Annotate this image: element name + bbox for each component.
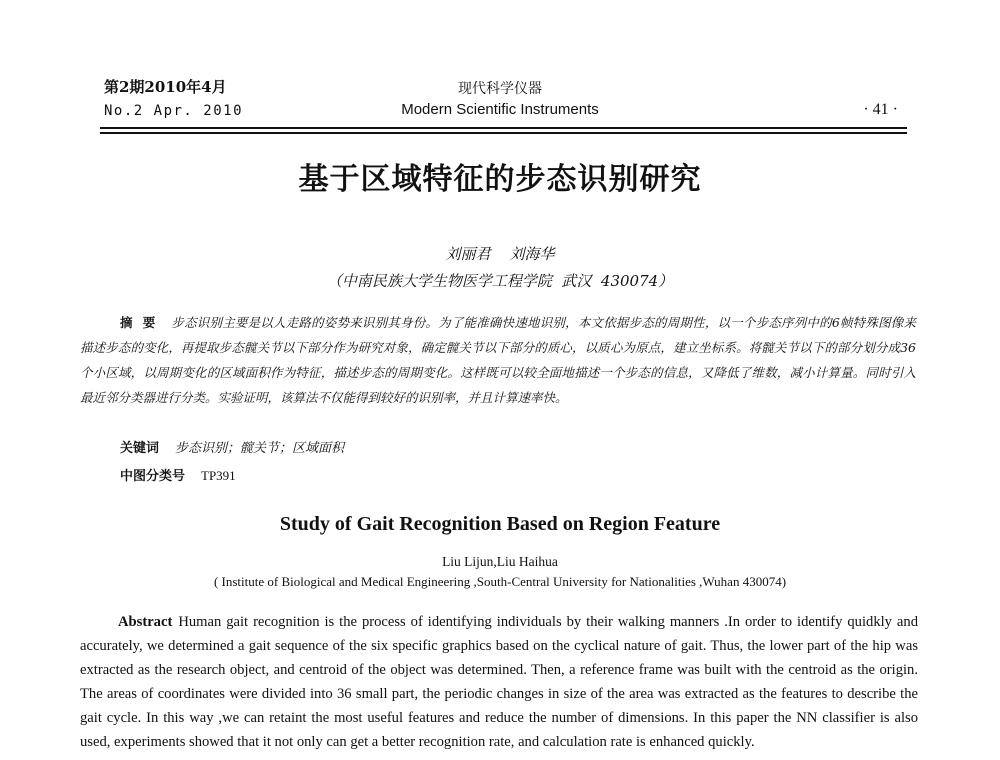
authors-en: Liu Lijun,Liu Haihua (442, 554, 558, 569)
keywords-cn (120, 437, 344, 456)
keywords-label-cn: 关键词 (120, 441, 160, 456)
header-rule-bottom (100, 132, 907, 134)
abstract-label-en: Abstract (118, 614, 173, 630)
header-rule-top (100, 127, 907, 129)
clc-label: 中图分类号 (120, 469, 186, 484)
paper-title-en: Study of Gait Recognition Based on Region Feature (279, 513, 721, 535)
abstract-en (80, 610, 918, 754)
clc-value: TP391 (201, 468, 236, 483)
affiliation-cn: （中南民族大学生物医学工程学院 武汉 430074） (326, 272, 674, 290)
page-number: · 41 · (863, 101, 898, 118)
abstract-label-cn: 摘要 (120, 315, 166, 330)
abstract-text-en: Human gait recognition is the process of identifying individuals by their walking manners .In order to identify quidkly and accurately, we determined a gait sequence of the six specific graphics based on the cyclical nature of gait. Thus, the lower part of the hip was extracted as the research object, and centroid of the object was determined. Then, a reference frame was built with the centroid as the origin. The areas of coordinates were divided into 36 small part, the periodic changes in size of the area was extracted as the features to describe the gait cycle. In this way ,we can retaint the most useful features and reduce the number of dimensions. In this paper the NN classifier is also used, experiments showed that it not only can get a better recognition rate, and calculation rate is enhanced quickly. (80, 614, 918, 750)
journal-name-cn: 现代科学仪器 (458, 81, 542, 97)
abstract-cn (80, 310, 916, 410)
abstract-text-cn: 步态识别主要是以人走路的姿势来识别其身份。为了能准确快速地识别，本文依据步态的周期性，以一个步态序列中的6帧特殊图像来描述步态的变化，再提取步态髋关节以下部分作为研究对象，确定髋关节以下部分的质心，以质心为原点，建立坐标系。将髋关节以下的部分划分成36个小区域，以周期变化的区域面积作为特征，描述步态的周期变化。这样既可以较全面地描述一个步态的信息，又降低了维数，减小计算量。同时引入最近邻分类器进行分类。实验证明，该算法不仅能得到较好的识别率，并且计算速率快。 (80, 315, 916, 405)
affiliation-en: ( Institute of Biological and Medical Engineering ,South-Central University for Nationalities ,Wuhan 430074) (213, 574, 787, 589)
issue-date-en: No.2 Apr. 2010 (104, 103, 244, 119)
issue-date-cn: 第2期2010年4月 (104, 78, 227, 96)
paper-title-cn: 基于区域特征的步态识别研究 (298, 162, 702, 197)
journal-name-en: Modern Scientific Instruments (401, 101, 599, 118)
authors-cn: 刘丽君 刘海华 (445, 245, 555, 263)
keywords-text-cn: 步态识别；髋关节；区域面积 (175, 441, 345, 456)
clc-number (120, 465, 236, 484)
